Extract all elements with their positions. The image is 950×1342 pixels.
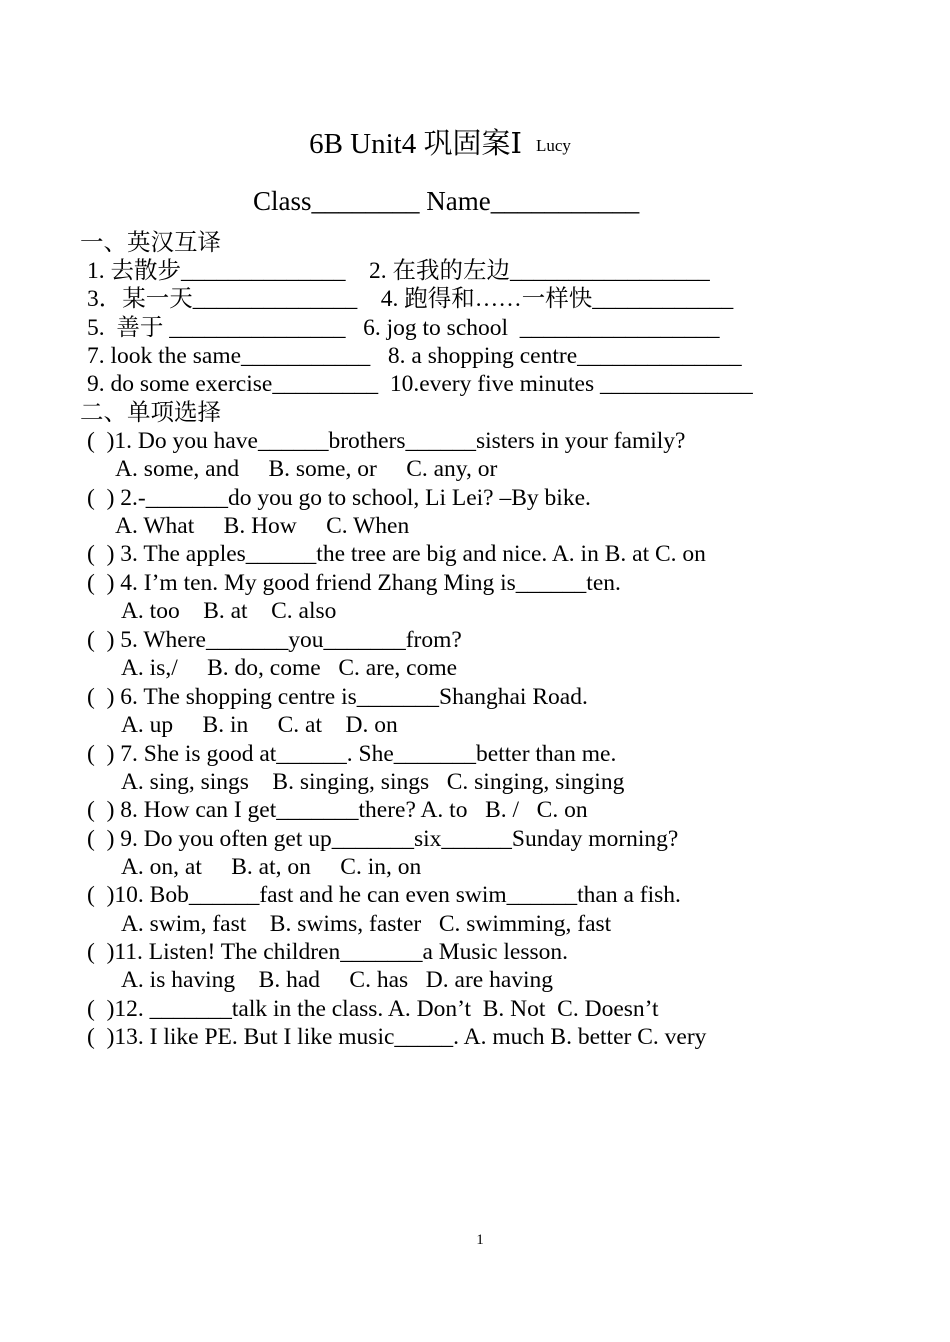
options-line: A. What B. How C. When <box>87 513 410 539</box>
question-line: ( ) 9. Do you often get up_______six______Sunday morning? <box>87 826 679 852</box>
translation-row: 3．某一天______________ 4. 跑得和……一样快____________ <box>87 286 734 312</box>
options-line: A. is,/ B. do, come C. are, come <box>87 655 458 681</box>
title-text: 6B Unit4 巩固案Ⅰ <box>309 128 522 160</box>
question-line: ( )12. _______talk in the class. A. Don’t B. Not C. Doesn’t <box>87 996 659 1022</box>
translation-row: 7. look the same___________ 8. a shopping centre______________ <box>87 343 742 369</box>
options-line: A. up B. in C. at D. on <box>87 712 398 738</box>
class-name-line: Class________ Name___________ <box>253 186 640 216</box>
question-line: ( )11. Listen! The children_______a Music lesson. <box>87 939 569 965</box>
options-line: A. some, and B. some, or C. any, or <box>87 456 498 482</box>
question-line: ( ) 5. Where_______you_______from? <box>87 627 462 653</box>
question-line: ( ) 4. I’m ten. My good friend Zhang Ming is______ten. <box>87 570 621 596</box>
page-title <box>0 124 880 168</box>
page-number: 1 <box>476 1232 484 1248</box>
author-name: Lucy <box>535 136 571 155</box>
options-line: A. swim, fast B. swims, faster C. swimming, fast <box>87 911 612 937</box>
question-line: ( )1. Do you have______brothers______sisters in your family? <box>87 428 686 454</box>
options-line: A. too B. at C. also <box>87 598 337 624</box>
section1-heading: 一、英汉互译 <box>80 230 221 256</box>
options-line: A. sing, sings B. singing, sings C. singing, singing <box>87 769 625 795</box>
question-line: ( )13. I like PE. But I like music_____. A. much B. better C. very <box>87 1024 707 1050</box>
section2-heading: 二、单项选择 <box>80 400 221 426</box>
translation-row: 1. 去散步______________ 2. 在我的左边_________________ <box>87 258 710 284</box>
translation-row: 9. do some exercise_________ 10.every five minutes _____________ <box>87 371 753 397</box>
options-line: A. is having B. had C. has D. are having <box>87 967 554 993</box>
options-line: A. on, at B. at, on C. in, on <box>87 854 422 880</box>
question-line: ( ) 6. The shopping centre is_______Shanghai Road. <box>87 684 588 710</box>
question-line: ( )10. Bob______fast and he can even swim______than a fish. <box>87 882 681 908</box>
question-line: ( ) 7. She is good at______. She_______better than me. <box>87 741 617 767</box>
question-line: ( ) 3. The apples______the tree are big and nice. A. in B. at C. on <box>87 541 706 567</box>
translation-row: 5. 善于 _______________ 6. jog to school _________________ <box>87 315 720 341</box>
question-line: ( ) 8. How can I get_______there? A. to B. / C. on <box>87 797 588 823</box>
question-line: ( ) 2.-_______do you go to school, Li Lei? –By bike. <box>87 485 591 511</box>
